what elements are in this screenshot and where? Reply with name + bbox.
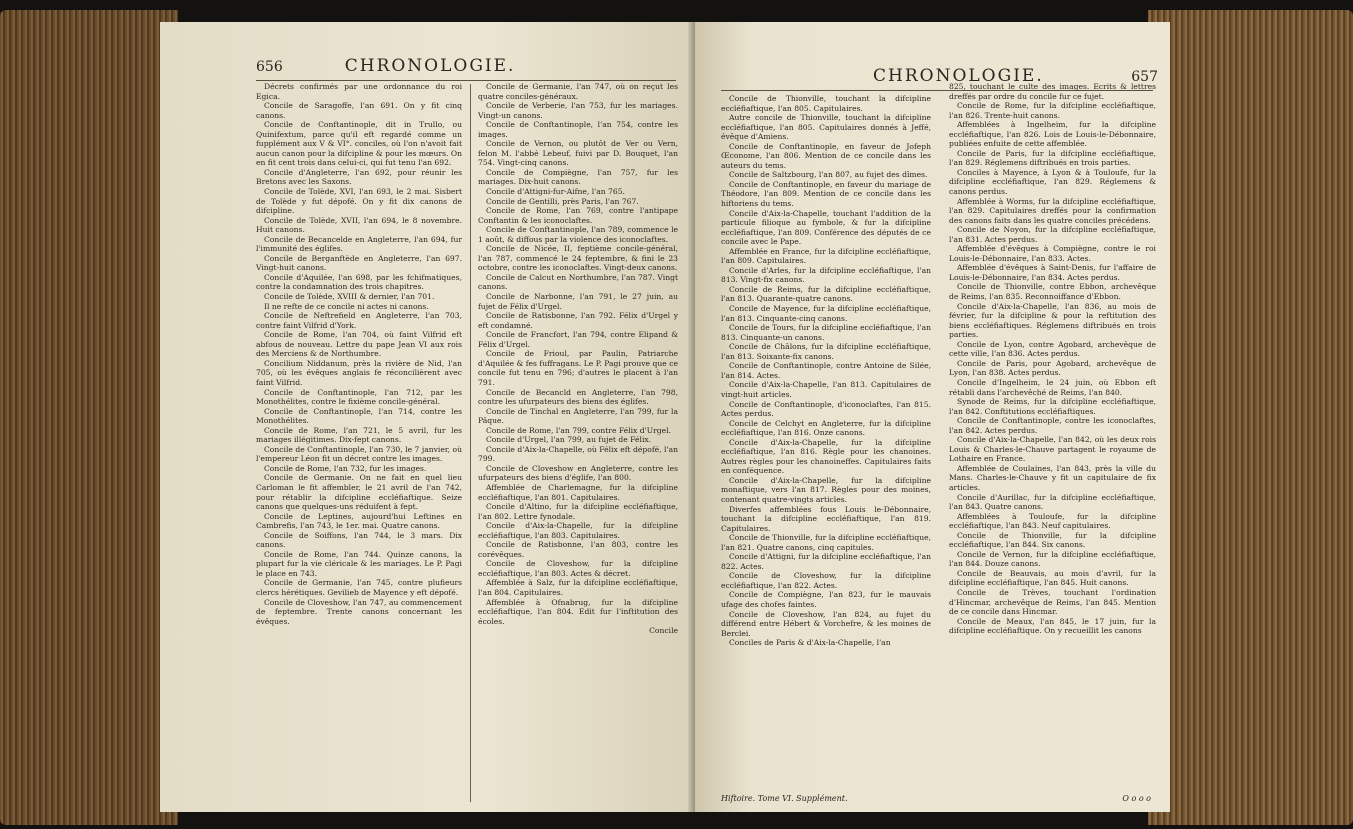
paragraph: Concile d'Urgel, l'an 799, au fujet de Félix. [486,435,652,445]
paragraph: Concile de Rome, fur la difcipline eccléfiaftique, l'an 826. Trente-huit canons. [949,101,1156,120]
paragraph: Concile de Cloveshow, l'an 747, au commencement de feptembre. Trente canons concernant les évêques. [256,597,462,626]
paragraph: Concile de Conftantinople, contre Antoine de Silée, l'an 814. Actes. [721,361,931,380]
paragraph: Concile d'Arles, fur la difcipline eccléfiaftique, l'an 813. Vingt-fix canons. [721,265,931,285]
paragraph: Concile de Becancelde en Angleterre, l'an 694, fur l'immunité des églifes. [256,234,462,254]
right-page-footer [721,794,1151,803]
paragraph: Concile d'Aix-la-Chapelle, fur la difcipline monaftique, vers l'an 817. Règles pour des moines, contenant quatre-vingts articles. [721,475,931,504]
paragraph: Concile de Francfort, l'an 794, contre Elipand & Félix d'Urgel. [478,330,678,349]
paragraph: Concile de Conftantinople, l'an 730, le 7 janvier, où l'empereur Léon fit un décret contre les images. [256,444,462,464]
signature-mark: O o o o [1122,794,1151,803]
paragraph: Affemblée à Salz, fur la difcipline eccléfiaftique, l'an 804. Capitulaires. [478,578,678,597]
paragraph: Concile de Thionville, contre Ebbon, archevêque de Reims, l'an 835. Reconnoiffance d'Ebbon. [949,282,1156,302]
paragraph: Concile de Gentilli, près Paris, l'an 767. [486,196,639,206]
volume-note: Hiftoire. Tome VI. Supplément. [721,794,848,803]
paragraph: Il ne refte de ce concile ni actes ni canons. [264,301,429,311]
paragraph: Concile d'Attigni-fur-Aifne, l'an 765. [486,187,625,197]
paragraph: Affemblée en France, fur la difcipline eccléfiaftique, l'an 809. Capitulaires. [721,246,931,266]
paragraph: Concile de Calcut en Northumbre, l'an 787. Vingt canons. [478,272,678,292]
paragraph: Affemblée d'évêques à Saint-Denis, fur l'affaire de Louis-le-Débonnaire, l'an 834. Actes perdus. [949,263,1156,282]
paragraph: Affemblée de Coulaines, l'an 843, près la ville du Mans. Charles-le-Chauve y fit un capitulaire de fix articles. [949,463,1156,492]
paragraph: Concile de Tours, fur la difcipline eccléfiaftique, l'an 813. Cinquante-un canons. [721,323,931,342]
paragraph: Concile de Saltzbourg, l'an 807, au fujet des dîmes. [729,170,928,180]
paragraph: Concile de Cloveshow, l'an 824, au fujet du différend entre Hébert & Vorchefre, & les moines de Berclei. [721,609,931,638]
paragraph: Concile de Rome, l'an 704, où faint Vilfrid eft abfous de nouveau. Lettre du pape Jean VI aux rois des Merciens & de Northumbre. [256,330,462,359]
left-running-title: CHRONOLOGIE. [344,56,516,76]
paragraph: 825, touchant le culte des images. Ecrits & lettres dreffés par ordre du concile fur ce fujet. [949,82,1156,101]
left-column-1 [256,82,462,804]
paragraph: Concile de Ratisbonne, l'an 792. Félix d'Urgel y eft condamné. [478,311,678,330]
paragraph: Concile de Lyon, contre Agobard, archevêque de cette ville, l'an 836. Actes perdus. [949,339,1156,359]
paragraph: Concile de Narbonne, l'an 791, le 27 juin, au fujet de Félix d'Urgel. [478,292,678,311]
paragraph: Concile de Cloveshow, fur la difcipline eccléfiaftique, l'an 803. Actes & décret. [478,559,678,578]
right-column-1 [721,94,931,802]
right-page-number: 657 [1131,69,1158,85]
paragraph: Concile de Conftantinople, l'an 789, commence le 1 août, & diffous par la violence des iconoclaftes. [478,225,678,244]
paragraph: Conciles de Paris & d'Aix-la-Chapelle, l'an [729,638,891,648]
paragraph: Concile de Beauvais, au mois d'avril, fur la difcipline eccléfiaftique, l'an 845. Huit canons. [949,568,1156,588]
paragraph: Affemblée à Worms, fur la difcipline eccléfiaftique, l'an 829. Capitulaires dreffés pour la confirmation des canons faits dans les quatre conciles précédens. [949,196,1156,225]
paragraph: Concile de Conftantinople, contre les iconoclaftes, l'an 842. Actes perdus. [949,416,1156,435]
paragraph: Diverfes affemblées fous Louis le-Débonnaire, touchant la difcipline eccléfiaftique, l'an 819. Capitulaires. [721,504,931,533]
paragraph: Concile de Germanie, l'an 747, où on reçut les quatre conciles-généraux. [478,82,678,101]
paragraph: Concile de Neftrefield en Angleterre, l'an 703, contre faint Vilfrid d'York. [256,311,462,330]
paragraph: Concile de Conftantinople, l'an 754, contre les images. [478,120,678,139]
paragraph: Concile de Berganftède en Angleterre, l'an 697. Vingt-huit canons. [256,253,462,273]
right-page-edges [1148,10,1353,825]
paragraph: Concile de Rome, l'an 799, contre Félix d'Urgel. [486,425,671,435]
paragraph: Concile de Noyon, fur la difcipline eccléfiaftique, l'an 831. Actes perdus. [949,225,1156,244]
paragraph: Concile d'Aquilée, l'an 698, par les fchifmatiques, contre la condamnation des trois chapitres. [256,272,462,292]
left-column-2 [478,82,678,804]
paragraph: Concile de Ratisbonne, l'an 803, contre les corévêques. [478,540,678,559]
left-page-edges [0,10,178,825]
paragraph: Décrets confirmés par une ordonnance du roi Egica. [256,82,462,101]
paragraph: Concile d'Angleterre, l'an 692, pour réunir les Bretons avec les Saxons. [256,167,462,187]
paragraph: Concile de Tolède, XVII, l'an 694, le 8 novembre. Huit canons. [256,215,462,235]
paragraph: Concile de Frioul, par Paulin, Patriarche d'Aquilée & fes fuffragans. Le P. Pagi prouve que ce concile fut tenu en 796; d'autres le placent à l'an 791. [478,349,678,387]
left-running-head [256,56,676,78]
paragraph: Concile de Celchyt en Angleterre, fur la difcipline eccléfiaftique, l'an 816. Onze canons. [721,418,931,438]
paragraph: Concile de Nicée, II, feptième concile-général, l'an 787, commencé le 24 feptembre, & fini le 23 octobre, contre les iconoclaftes. Vingt-deux canons. [478,244,678,273]
paragraph: Concile de Saragoffe, l'an 691. On y fit cinq canons. [256,101,462,120]
paragraph: Concile de Soiffons, l'an 744, le 3 mars. Dix canons. [256,530,462,550]
paragraph: Concile de Rome, l'an 744. Quinze canons, la plupart fur la vie cléricale & les mariages. Le P. Pagi le place en 743. [256,549,462,578]
paragraph: Concile d'Aix-la-Chapelle, fur la difcipline eccléfiaftique, l'an 803. Capitulaires. [478,521,678,540]
paragraph: Concile de Conftantinople, l'an 712, par les Monothélites, contre le fixième concile-général. [256,387,462,407]
paragraph: Concile d'Aix-la-Chapelle, fur la difcipline eccléfiaftique, l'an 816. Règle pour les chanoines. Autres règles pour les chanoineffes. Capitulaires faits en conféquence. [721,437,931,476]
paragraph: Affemblée d'évêques à Compiègne, contre le roi Louis-le-Débonnaire, l'an 833. Actes. [949,244,1156,263]
paragraph: Concile de Verberie, l'an 753, fur les mariages. Vingt-un canons. [478,101,678,120]
paragraph: Concile de Becancld en Angleterre, l'an 798, contre les ufurpateurs des biens des églifes. [478,387,678,407]
right-column-2 [949,82,1156,804]
paragraph: Concile de Conftantinople, d'iconoclaftes, l'an 815. Actes perdus. [721,399,931,419]
catchword: Concile [649,626,678,636]
paragraph: Concile d'Aix-la-Chapelle, touchant l'addition de la particule filioque au fymbole, & fur la difcipline eccléfiaftique, l'an 809. Conférence des députés de ce concile avec le Pape. [721,208,931,247]
paragraph: Concile de Thionville, fur la difcipline eccléfiaftique, l'an 844. Six canons. [949,530,1156,550]
paragraph: Concile d'Aix-la-Chapelle, l'an 836, au mois de février, fur la difcipline & pour la reftitution des biens eccléfiaftiques. Réglemens diftribués en trois parties. [949,301,1156,340]
paragraph: Concile de Conftantinople, en faveur du mariage de Théodore, l'an 809. Mention de ce concile dans les hiftoriens du tems. [721,179,931,209]
paragraph: Concile de Leptines, aujourd'hui Leftines en Cambrefis, l'an 743, le 1er. mai. Quatre canons. [256,511,462,531]
paragraph: Concile d'Aix-la-Chapelle, l'an 813. Capitulaires de vingt-huit articles. [721,380,931,399]
paragraph: Concile de Cloveshow, fur la difcipline eccléfiaftique, l'an 822. Actes. [721,571,931,590]
paragraph: Concile de Germanie. On ne fait en quel lieu Carloman le fit affembler, le 21 avril de l'an 742, pour rétablir la difcipline eccléfiaftique. Seize canons que quelques-uns réduifent à fept. [256,473,462,512]
right-page [695,22,1170,812]
paragraph: Concile d'Altino, fur la difcipline eccléfiaftique, l'an 802. Lettre fynodale. [478,502,678,521]
paragraph: Affemblées à Touloufe, fur la difcipline eccléfiaftique, l'an 843. Neuf capitulaires. [949,511,1156,531]
left-head-rule [256,80,676,81]
paragraph: Concile de Trèves, touchant l'ordination d'Hincmar, archevêque de Reims, l'an 845. Mention de ce concile dans Hincmar. [949,587,1156,617]
paragraph: Concile de Paris, pour Agobard, archevêque de Lyon, l'an 838. Actes perdus. [949,358,1156,378]
paragraph: Concile de Tolède, XVIII & dernier, l'an 701. [264,292,435,302]
paragraph: Concile de Paris, fur la difcipline eccléfiaftique, l'an 829. Réglemens diftribués en trois parties. [949,148,1156,168]
paragraph: Concile d'Aix-la-Chapelle, où Félix eft dépofé, l'an 799. [478,444,678,464]
paragraph: Concile d'Attigni, fur la difcipline eccléfiaftique, l'an 822. Actes. [721,552,931,571]
paragraph: Concile de Mayence, fur la difcipline eccléfiaftique, l'an 813. Cinquante-cinq canons. [721,304,931,323]
paragraph: Concile de Tinchal en Angleterre, l'an 799, fur la Pâque. [478,406,678,426]
paragraph: Concile de Vernon, ou plutôt de Ver ou Vern, felon M. l'abbé Lebeuf, fuivi par D. Bouquet, l'an 754. Vingt-cinq canons. [478,139,678,168]
paragraph: Concile de Rome, l'an 721, le 5 avril, fur les mariages illégitimes. Dix-fept canons. [256,425,462,445]
paragraph: Affemblées à Ingelheim, fur la difcipline eccléfiaftique, l'an 826. Lois de Louis-le-Débonnaire, publiées enfuite de cette affemblée. [949,120,1156,149]
paragraph: Conciles à Mayence, à Lyon & à Touloufe, fur la difcipline eccléfiaftique, l'an 829. Réglemens & canons perdus. [949,167,1156,197]
paragraph: Concile d'Aurillac, fur la difcipline eccléfiaftique, l'an 843. Quatre canons. [949,492,1156,512]
paragraph: Concile de Reims, fur la difcipline eccléfiaftique, l'an 813. Quarante-quatre canons. [721,284,931,304]
paragraph: Concile de Tolède, XVI, l'an 693, le 2 mai. Sisbert de Tolède y fut dépofé. On y fit dix canons de difcipline. [256,187,462,216]
left-column-separator [470,84,471,802]
paragraph: Concile de Meaux, l'an 845, le 17 juin, fur la difcipline eccléfiaftique. On y recueillit les canons [949,616,1156,636]
paragraph: Concile de Compiègne, l'an 757, fur les mariages. Dix-huit canons. [478,167,678,187]
paragraph: Concile de Conftantinople, en faveur de Jofeph Œconome, l'an 806. Mention de ce concile dans les auteurs du tems. [721,141,931,170]
paragraph: Autre concile de Thionville, touchant la difcipline eccléfiaftique, l'an 805. Capitulaires donnés à Jeffé, évêque d'Amiens. [721,113,931,142]
paragraph: Affemblée de Charlemagne, fur la difcipline eccléfiaftique, l'an 801. Capitulaires. [478,482,678,502]
left-page-number: 656 [256,59,283,75]
paragraph: Synode de Reims, fur la difcipline eccléfiaftique, l'an 842. Conftitutions eccléfiaftiques. [949,397,1156,416]
paragraph: Concilium Niddanum, près la rivière de Nid, l'an 705, où les évêques anglais fe réconcilièrent avec faint Vilfrid. [256,358,462,387]
paragraph: Concile de Vernon, fur la difcipline eccléfiaftique, l'an 844. Douze canons. [949,549,1156,569]
paragraph: Affemblée à Ofnabrug, fur la difcipline eccléfiaftique, l'an 804. Edit fur l'inftitution des écoles. [478,597,678,626]
left-page [160,22,695,812]
paragraph: Concile d'Ingelheim, le 24 juin, où Ebbon eft rétabli dans l'archevêché de Reims, l'an 840. [949,377,1156,397]
paragraph: Concile de Cloveshow en Angleterre, contre les ufurpateurs des biens d'églife, l'an 800. [478,463,678,483]
paragraph: Concile de Thionville, fur la difcipline eccléfiaftique, l'an 821. Quatre canons, cinq capitules. [721,533,931,552]
paragraph: Concile de Châlons, fur la difcipline eccléfiaftique, l'an 813. Soixante-fix canons. [721,342,931,361]
paragraph: Concile de Conftantinople, l'an 714, contre les Monothélites. [256,406,462,426]
paragraph: Concile de Compiègne, l'an 823, fur le mauvais ufage des chofes faintes. [721,590,931,609]
paragraph: Concile de Conftantinople, dit in Trullo, ou Quinifextum, parce qu'il eft regardé comme un fupplément aux V & VI°. conciles, où l'on n'avoit fait aucun canon pour la difcipline & pour les mœurs. On en fit cent trois dans celui-ci, qui fut tenu l'an 692. [256,120,462,168]
paragraph: Concile de Thionville, touchant la difcipline eccléfiaftique, l'an 805. Capitulaires. [721,94,931,113]
right-running-title: CHRONOLOGIE. [873,66,1044,86]
paragraph: Concile de Rome, l'an 732, fur les images. [264,463,427,473]
paragraph: Concile de Rome, l'an 769, contre l'antipape Conftantin & les iconoclaftes. [478,206,678,225]
paragraph: Concile de Germanie, l'an 745, contre plufieurs clercs hérétiques. Gevilieb de Mayence y eft dépofé. [256,578,462,597]
paragraph: Concile d'Aix-la-Chapelle, l'an 842, où les deux rois Louis & Charles-le-Chauve partagent le royaume de Lothaire en France. [949,435,1156,464]
